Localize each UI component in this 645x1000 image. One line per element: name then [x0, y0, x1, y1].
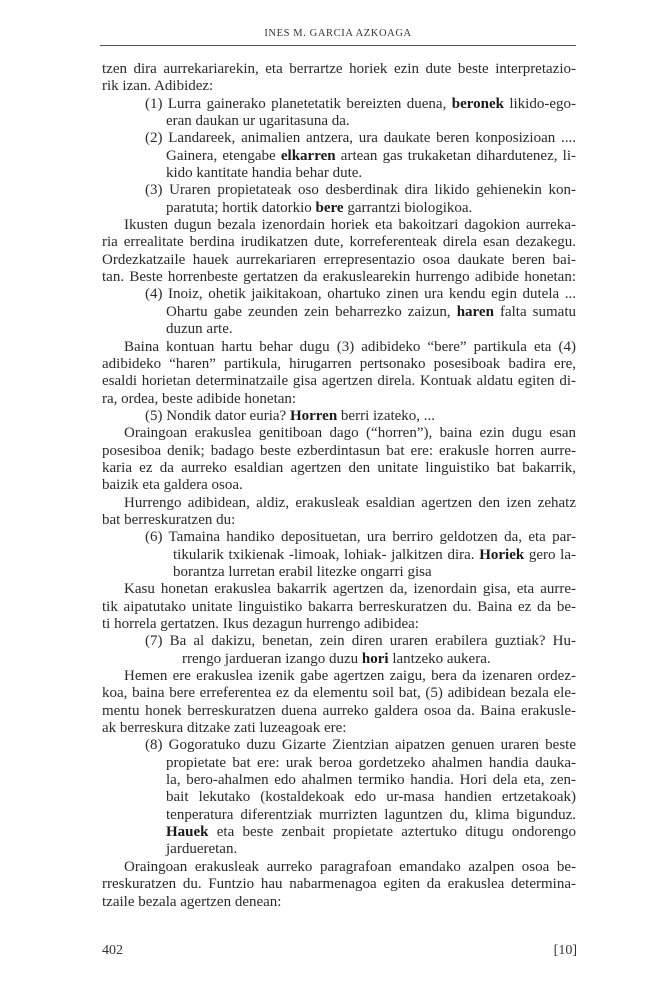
paragraph-first-line [102, 425, 576, 442]
text-line [102, 78, 576, 95]
example-line [102, 182, 576, 199]
line-text [102, 443, 576, 460]
paragraph-first-line [102, 859, 576, 876]
text-segment: koa, baina bere erreferentea ez da elementu soil bat, (5) adibidean bezala ele- [102, 685, 576, 702]
text-segment: (5) Nondik dator euria? [145, 407, 290, 424]
line-text [124, 668, 576, 685]
paragraph-first-line [102, 217, 576, 234]
text-segment: likido-ego- [503, 95, 577, 112]
line-text [145, 408, 576, 425]
bold-term: haren [456, 303, 494, 320]
text-segment: Gainera, etengabe [166, 147, 281, 164]
line-text [166, 148, 576, 165]
header-rule [100, 45, 576, 46]
line-text [166, 807, 576, 824]
example-line [102, 96, 576, 113]
text-segment: propietate bat ere: urak beroa gordetzeko ahalmen handia dauka- [166, 754, 576, 771]
text-line [102, 61, 576, 78]
text-line [102, 703, 576, 720]
line-text [182, 651, 576, 668]
text-segment: (7) Ba al dakizu, benetan, zein diren uraren erabilera guztiak? Hu- [145, 633, 576, 650]
line-text [173, 547, 576, 564]
text-segment: Baina kontuan hartu behar dugu (3) adibideko “bere” partikula eta (4) [124, 338, 576, 355]
example-continuation-line [102, 755, 576, 772]
line-text [102, 477, 576, 494]
line-text [166, 165, 576, 182]
text-segment: Oraingoan erakusleak aurreko paragrafoan emandako azalpen osoa be- [124, 858, 576, 875]
example-line [102, 286, 576, 303]
line-text [102, 894, 576, 911]
text-segment: rreskuratzen du. Funtzio hau nabarmenagoa egiten da erakuslea determina- [102, 876, 576, 893]
text-segment: (6) Tamaina handiko deposituetan, ura berriro geldotzen da, eta par- [145, 529, 576, 546]
line-text [145, 737, 576, 754]
example-continuation-line [102, 651, 576, 668]
paragraph-first-line [102, 339, 576, 356]
text-segment: tzaile bezala agertzen denean: [102, 893, 282, 910]
line-text [102, 876, 576, 893]
text-line [102, 599, 576, 616]
example-continuation-line [102, 807, 576, 824]
text-segment: ria errealitate berdina irudikatzen dute, korreferenteak direla esan dezakegu. [102, 234, 576, 251]
text-line [102, 443, 576, 460]
bold-term: bere [315, 199, 344, 216]
text-segment: tenperatura diferentziak murrizten laguntzen du, klima bigunduz. [166, 806, 576, 823]
text-line [102, 373, 576, 390]
text-segment: karia ez da aurreko esaldian agertzen den unitate linguistiko bat bakarrik, [102, 459, 576, 476]
text-segment: rrengo jardueran izango duzu [182, 650, 362, 667]
text-segment: la, bero-ahalmen edo ahalmen termiko handia. Hori dela eta, zen- [166, 772, 576, 789]
text-segment: Hurrengo adibidean, aldiz, erakusleak esaldian agertzen den izen zehatz [124, 494, 576, 511]
bold-term: Hauek [166, 824, 209, 841]
example-line [102, 529, 576, 546]
text-segment: kido kantitate handia behar dute. [166, 165, 363, 182]
line-text [166, 755, 576, 772]
text-line [102, 512, 576, 529]
line-text [145, 529, 576, 546]
text-segment: ra, ordea, beste adibide honetan: [102, 390, 297, 407]
line-text [102, 234, 576, 251]
text-segment: (3) Uraren propietateak oso desberdinak dira likido gehienekin kon- [145, 182, 576, 199]
example-continuation-line [102, 200, 576, 217]
line-text [145, 182, 576, 199]
example-line [102, 130, 576, 147]
text-line [102, 234, 576, 251]
text-line [102, 616, 576, 633]
text-line [102, 876, 576, 893]
line-text [124, 425, 576, 442]
paragraph-first-line [102, 581, 576, 598]
example-continuation-line [102, 564, 576, 581]
text-segment: lantzeko aukera. [388, 650, 491, 667]
line-text [102, 373, 576, 390]
paragraph-first-line [102, 495, 576, 512]
paragraph-first-line [102, 668, 576, 685]
example-continuation-line [102, 547, 576, 564]
line-text [102, 61, 576, 78]
running-head: INES M. GARCIA AZKOAGA [264, 28, 412, 39]
line-text [124, 581, 576, 598]
text-segment: garrantzi biologikoa. [343, 199, 473, 216]
text-segment: (4) Inoiz, ohetik jaikitakoan, ohartuko zinen ura kendu egin dutela ... [145, 286, 576, 303]
text-segment: baizik eta galdera osoa. [102, 477, 243, 494]
example-continuation-line [102, 113, 576, 130]
example-continuation-line [102, 824, 576, 841]
line-text [102, 720, 576, 737]
text-segment: ak berreskura ditzake zati luzeagoak ere: [102, 720, 347, 737]
text-segment: gero la- [524, 546, 576, 563]
text-line [102, 391, 576, 408]
line-text [102, 78, 576, 95]
text-segment: (2) Landareek, animalien antzera, ura daukate beren konposizioan .... [145, 130, 576, 147]
text-segment: eran daukan ur ugaritasuna da. [166, 113, 350, 130]
line-text [166, 789, 576, 806]
line-text [166, 321, 576, 338]
bold-term: Horiek [479, 546, 525, 563]
example-line [102, 408, 576, 425]
text-segment: ti horrela gertatzen. Ikus dezagun hurrengo adibidea: [102, 616, 419, 632]
text-line [102, 894, 576, 911]
text-segment: rik izan. Adibidez: [102, 78, 214, 95]
line-text [145, 286, 576, 303]
line-text [173, 564, 576, 581]
line-text [102, 685, 576, 702]
bold-term: hori [361, 650, 389, 667]
text-segment: berri izateko, ... [337, 407, 436, 424]
line-text [166, 200, 576, 217]
example-continuation-line [102, 304, 576, 321]
text-segment: tikularik txikienak -limoak, lohiak- jalkitzen dira. [173, 546, 480, 563]
example-continuation-line [102, 789, 576, 806]
text-segment: tan. Beste horrenbeste gertatzen da erakuslearekin hurrengo adibide honetan: [102, 269, 576, 286]
text-segment: duzun arte. [166, 321, 233, 338]
text-segment: Ikusten dugun bezala izenordain horiek eta bakoitzari dagokion aurreka- [124, 217, 576, 234]
example-continuation-line [102, 772, 576, 789]
text-line [102, 252, 576, 269]
line-text [166, 841, 576, 858]
line-text [102, 616, 576, 633]
line-text [102, 391, 576, 408]
text-segment: bat berreskuratzen du: [102, 511, 236, 528]
bold-term: elkarren [280, 147, 336, 164]
example-continuation-line [102, 321, 576, 338]
text-segment: tik aipatutako unitate linguistiko bakarra berreskuratzen du. Baina ez da be- [102, 598, 576, 615]
line-text [145, 96, 576, 113]
line-text [102, 703, 576, 720]
text-segment: esaldi horietan determinatzaile gisa agertzen direla. Kontuak aldatu egiten di- [102, 373, 576, 390]
text-segment: artean gas trukaketan dihardutenez, li- [335, 147, 576, 164]
line-text [124, 859, 576, 876]
text-segment: paratuta; hortik datorkio [166, 199, 316, 216]
text-line [102, 685, 576, 702]
example-continuation-line [102, 841, 576, 858]
line-text [166, 304, 576, 321]
example-continuation-line [102, 165, 576, 182]
line-text [102, 599, 576, 616]
text-segment: mentu honek berreskuratzen duena aurreko galdera osoa da. Baina erakusle- [102, 702, 576, 719]
text-segment: posesiboa denik; badago beste ezberdintasun bat ere: erakusle horren aurre- [102, 442, 576, 459]
text-segment: eta beste zenbait propietate aztertuko ditugu ondorengo [208, 824, 576, 841]
line-text [102, 269, 576, 286]
line-text [102, 460, 576, 477]
text-segment: Oraingoan erakuslea genitiboan dago (“horren”), baina ezin dugu esan [124, 425, 576, 442]
text-segment: Hemen ere erakuslea izenik gabe agertzen zaigu, bera da izenaren ordez- [124, 668, 576, 685]
text-line [102, 720, 576, 737]
bold-term: Horren [289, 407, 338, 424]
text-segment: (1) Lurra gainerako planetetatik bereizten duena, [145, 95, 452, 112]
line-text [102, 512, 576, 529]
text-line [102, 269, 576, 286]
page-number: 402 [102, 943, 123, 958]
text-segment: bait lekutako (kostaldekoak edo ur-masa handien ertzetakoak) [166, 789, 576, 806]
line-text [124, 217, 576, 234]
text-line [102, 477, 576, 494]
bold-term: beronek [451, 95, 504, 112]
line-text [145, 633, 576, 650]
section-marker: [10] [553, 943, 577, 958]
line-text [145, 130, 576, 147]
text-line [102, 460, 576, 477]
text-segment: tzen dira aurrekariarekin, eta berrartze horiek ezin dute beste interpretazio- [102, 61, 576, 77]
line-text [124, 339, 576, 356]
line-text [124, 495, 576, 512]
text-segment: (8) Gogoratuko duzu Gizarte Zientzian aipatzen genuen uraren beste [145, 737, 576, 754]
text-segment: adibideko “haren” partikula, hirugarren pertsonako posesiboak badira ere, [102, 355, 576, 372]
example-line [102, 737, 576, 754]
text-segment: borantza lurretan erabil litezke ongarri gisa [173, 563, 432, 580]
text-segment: jardueretan. [166, 841, 238, 858]
line-text [102, 252, 576, 269]
line-text [102, 356, 576, 373]
line-text [166, 113, 576, 130]
example-line [102, 633, 576, 650]
text-segment: Kasu honetan erakuslea bakarrik agertzen da, izenordain gisa, eta aurre- [124, 581, 576, 598]
line-text [166, 772, 576, 789]
text-segment: Ohartu gabe zeunden zein beharrezko zaizun, [166, 303, 457, 320]
example-continuation-line [102, 148, 576, 165]
text-line [102, 356, 576, 373]
text-segment: falta sumatu [493, 303, 576, 320]
text-segment: Ordezkatzaile hauek aurrekariaren errepresentazio osoa daukate beren bai- [102, 251, 576, 268]
line-text [166, 824, 576, 841]
body-text [102, 61, 576, 911]
